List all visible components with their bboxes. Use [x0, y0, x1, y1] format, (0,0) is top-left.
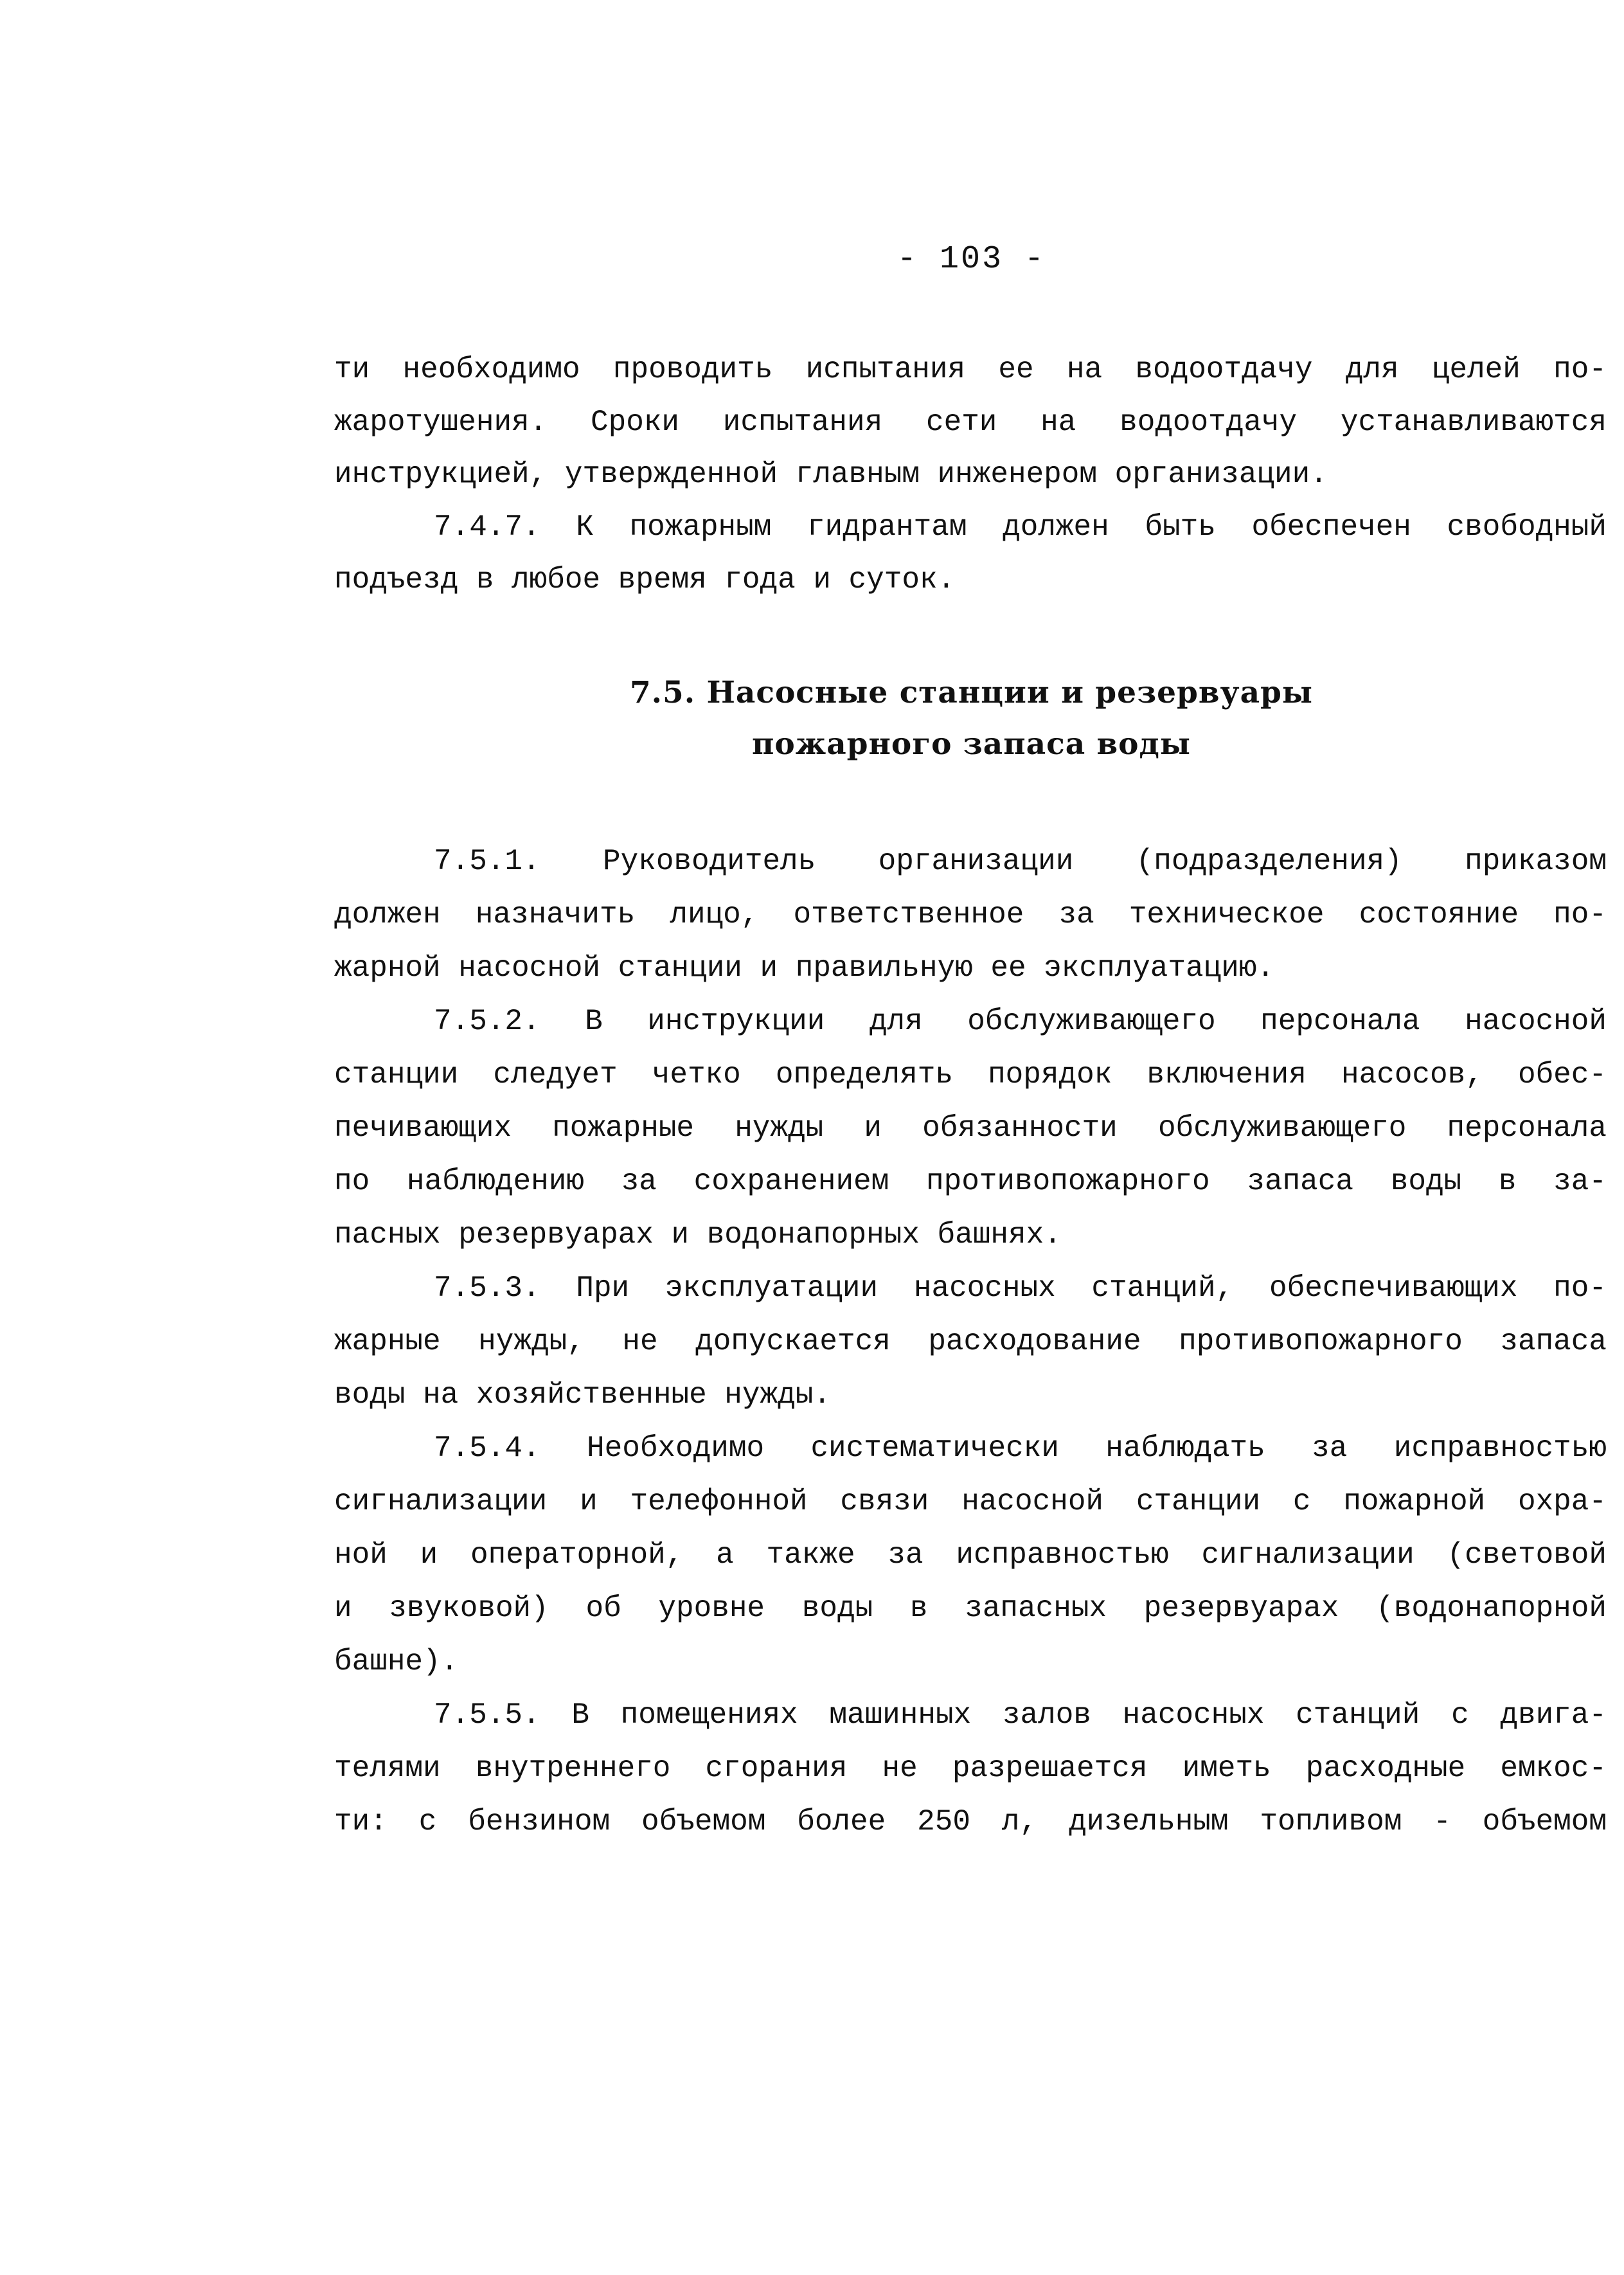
text-line: телями внутреннего сгорания не разрешается иметь расходные емкос- — [334, 1752, 1607, 1785]
section-heading-line-2: пожарного запаса воды — [752, 726, 1191, 762]
text-line: жарной насосной станции и правильную ее эксплуатацию. — [334, 951, 1275, 985]
text-line: жаротушения. Сроки испытания сети на водоотдачу устанавливаются — [334, 406, 1607, 439]
text-line: ти необходимо проводить испытания ее на водоотдачу для целей по- — [334, 353, 1607, 386]
text-line: жарные нужды, не допускается расходование противопожарного запаса — [334, 1325, 1607, 1358]
text-line: пасных резервуарах и водонапорных башнях. — [334, 1218, 1062, 1252]
text-line: башне). — [334, 1645, 459, 1678]
paragraph-7-5-2: 7.5.2. В инструкции для обслуживающего персонала насосной — [434, 1005, 1607, 1038]
text-line: печивающих пожарные нужды и обязанности обслуживающего персонала — [334, 1111, 1607, 1145]
paragraph-7-5-3: 7.5.3. При эксплуатации насосных станций, обеспечивающих по- — [434, 1272, 1607, 1305]
section-heading-line-1: 7.5. Насосные станции и резервуары — [629, 675, 1314, 710]
page-number: - 103 - — [897, 241, 1046, 278]
text-line: инструкцией, утвержденной главным инженером организации. — [334, 458, 1328, 491]
paragraph-7-5-1: 7.5.1. Руководитель организации (подразделения) приказом — [434, 845, 1607, 878]
paragraph-7-4-7: 7.4.7. К пожарным гидрантам должен быть обеспечен свободный — [434, 510, 1607, 544]
text-line: ти: с бензином объемом более 250 л, дизельным топливом - объемом — [334, 1805, 1607, 1839]
text-line: воды на хозяйственные нужды. — [334, 1378, 831, 1412]
text-line: и звуковой) об уровне воды в запасных резервуарах (водонапорной — [334, 1592, 1607, 1625]
text-line: станции следует четко определять порядок включения насосов, обес- — [334, 1058, 1607, 1092]
paragraph-7-5-4: 7.5.4. Необходимо систематически наблюдать за исправностью — [434, 1432, 1607, 1465]
text-line: по наблюдению за сохранением противопожарного запаса воды в за- — [334, 1165, 1607, 1198]
text-line: ной и операторной, а также за исправностью сигнализации (световой — [334, 1538, 1607, 1572]
paragraph-7-5-5: 7.5.5. В помещениях машинных залов насосных станций с двига- — [434, 1698, 1607, 1732]
text-line: сигнализации и телефонной связи насосной станции с пожарной охра- — [334, 1485, 1607, 1518]
text-line: подъезд в любое время года и суток. — [334, 563, 956, 597]
text-line: должен назначить лицо, ответственное за техническое состояние по- — [334, 898, 1607, 931]
